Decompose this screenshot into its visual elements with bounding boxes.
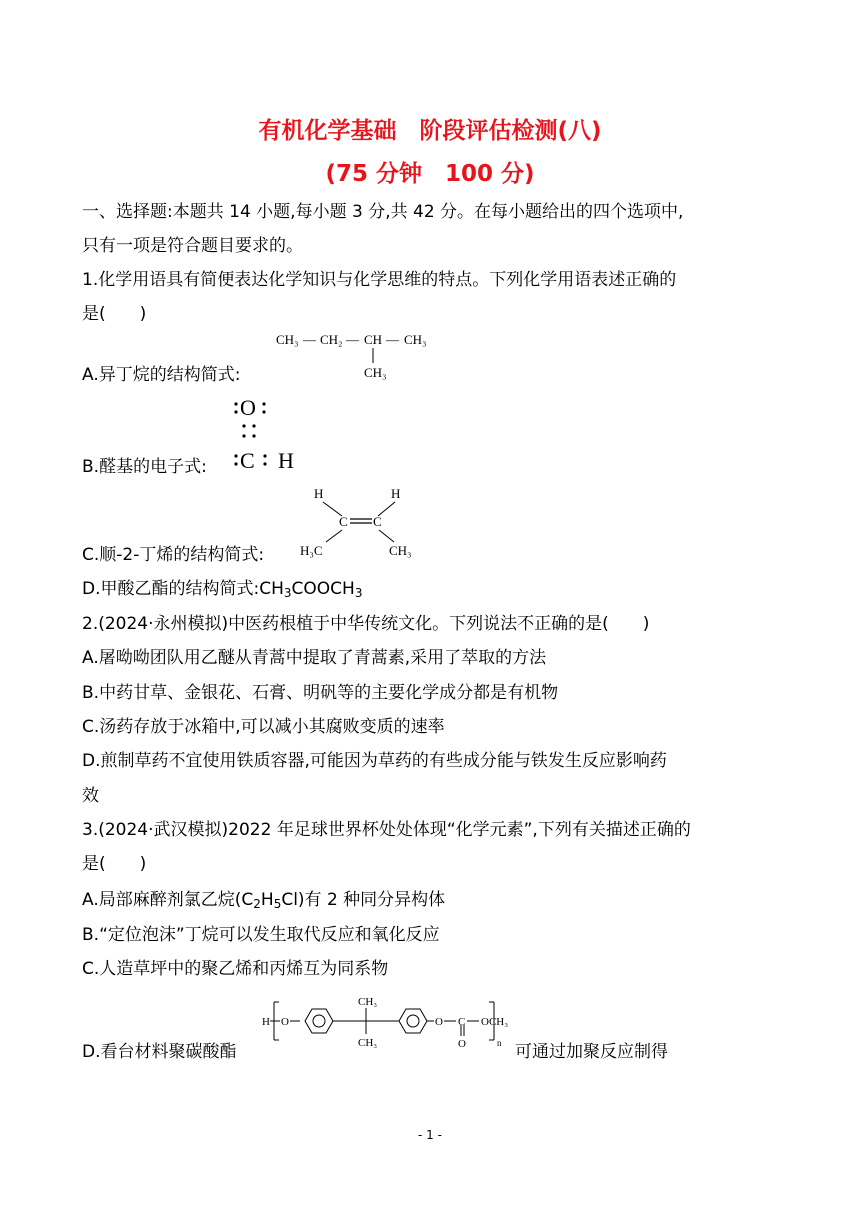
bond-2: — (346, 332, 359, 347)
butene-ch3-left: H₃C (300, 543, 323, 558)
q3-option-a: A.局部麻醉剂氯乙烷$(C_2H_5Cl)$有 2 种同分异构体 (82, 890, 446, 911)
q3-option-c: C.人造草坪中的聚乙烯和丙烯互为同系物 (82, 959, 389, 979)
q2-stem: 2.(2024·永州模拟)中医药根植于中华传统文化。下列说法不正确的是( ) (82, 614, 650, 634)
butene-c1: C (339, 514, 348, 529)
isobutane-structure (276, 327, 446, 383)
q2-option-d-line1: D.煎制草药不宜使用铁质容器,可能因为草药的有些成分能与铁发生反应影响药 (82, 751, 667, 771)
q1-option-b: B.醛基的电子式: (82, 457, 207, 477)
aldehyde-electron-formula (226, 392, 306, 478)
section-instructions-line2: 只有一项是符合题目要求的。 (82, 236, 303, 256)
q3-option-d-post: 可通过加聚反应制得 (515, 1042, 668, 1062)
section-instructions-line1: 一、选择题:本题共 14 小题,每小题 3 分,共 42 分。在每小题给出的四个选项中, (82, 202, 684, 222)
pc-ch3-bottom: CH₃ (358, 1037, 378, 1049)
q3-stem-line1: 3.(2024·武汉模拟)2022 年足球世界杯处处体现“化学元素”,下列有关描述正确的 (82, 820, 691, 840)
bond-3: — (386, 332, 399, 347)
pc-o-double: O (458, 1038, 466, 1050)
bond-1: — (303, 332, 316, 347)
butene-c2: C (373, 514, 382, 529)
aldehyde-c: C (240, 448, 255, 473)
q2-option-b: B.中药甘草、金银花、石膏、明矾等的主要化学成分都是有机物 (82, 683, 559, 703)
butene-ch3-right: CH₃ (389, 543, 412, 558)
q3-stem-line2: 是( ) (82, 854, 147, 874)
pc-o2: O (435, 1016, 443, 1028)
q1-option-d: D.甲酸乙酯的结构简式$:CH_3COOCH_3$ (82, 579, 363, 600)
q2-option-a: A.屠呦呦团队用乙醚从青蒿中提取了青蒿素,采用了萃取的方法 (82, 648, 547, 668)
pc-n: n (497, 1038, 502, 1048)
isobutane-ch3-left: CH₃ (276, 332, 299, 347)
butene-h-right: H (391, 486, 401, 501)
pc-ch3-top: CH₃ (358, 996, 378, 1008)
q1-option-a: A.异丁烷的结构简式: (82, 365, 241, 385)
page-number: - 1 - (418, 1128, 442, 1142)
pc-och3: OCH₃ (481, 1016, 509, 1028)
q1-option-c: C.顺-2-丁烯的结构简式: (82, 545, 265, 565)
q2-option-c: C.汤药存放于冰箱中,可以减小其腐败变质的速率 (82, 717, 445, 737)
isobutane-ch3-down: CH₃ (364, 365, 387, 380)
pc-h: H (262, 1016, 270, 1028)
butene-h-left: H (314, 486, 324, 501)
q3-option-d-pre: D.看台材料聚碳酸酯 (82, 1042, 237, 1062)
isobutane-ch: CH (364, 332, 383, 347)
q1-stem-line1: 1.化学用语具有简便表达化学知识与化学思维的特点。下列化学用语表述正确的 (82, 270, 677, 290)
pc-o1: O (281, 1016, 289, 1028)
isobutane-ch3-right: CH₃ (404, 332, 427, 347)
aldehyde-h: H (278, 448, 294, 473)
q2-option-d-line2: 效 (82, 786, 99, 806)
q3-option-b: B.“定位泡沫”丁烷可以发生取代反应和氧化反应 (82, 925, 440, 945)
isobutane-ch2: CH₂ (320, 332, 343, 347)
aldehyde-o: O (240, 395, 256, 420)
cis-2-butene-structure (292, 484, 432, 564)
pc-c: C (458, 1016, 466, 1028)
polycarbonate-structure (262, 984, 512, 1059)
page-title: 有机化学基础 阶段评估检测(八) (258, 118, 602, 144)
page-subtitle: (75 分钟 100 分) (325, 161, 535, 187)
q1-stem-line2: 是( ) (82, 304, 147, 324)
